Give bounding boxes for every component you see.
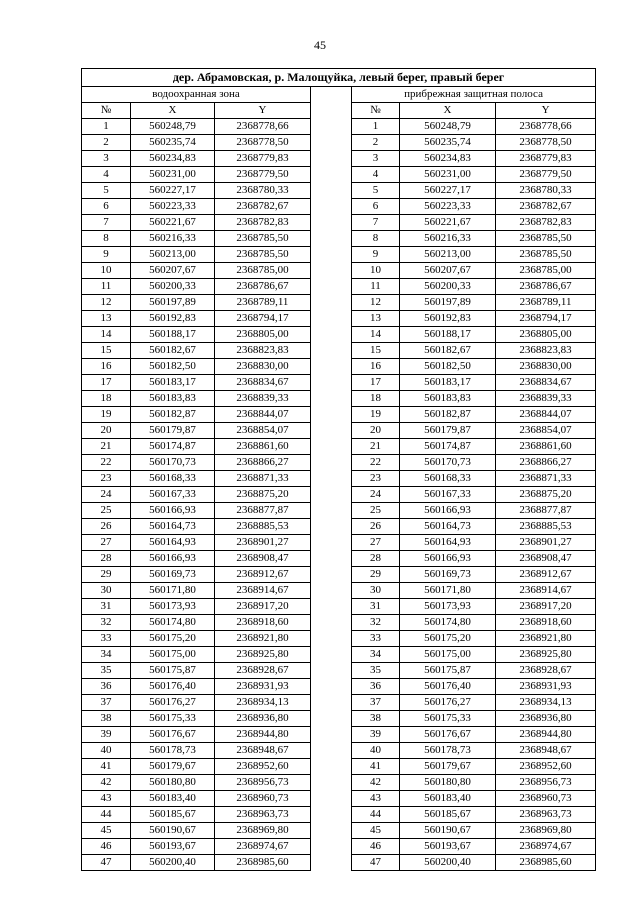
- left-cell-x: 560166,93: [131, 503, 215, 519]
- right-cell-y: 2368805,00: [496, 327, 596, 343]
- left-cell-x: 560188,17: [131, 327, 215, 343]
- right-cell-x: 560176,27: [400, 695, 496, 711]
- left-cell-number: 43: [82, 791, 131, 807]
- left-cell-x: 560182,67: [131, 343, 215, 359]
- left-cell-x: 560176,67: [131, 727, 215, 743]
- left-cell-number: 35: [82, 663, 131, 679]
- left-cell-x: 560192,83: [131, 311, 215, 327]
- left-cell-x: 560167,33: [131, 487, 215, 503]
- left-cell-x: 560207,67: [131, 263, 215, 279]
- right-cell-number: 44: [352, 807, 400, 823]
- right-cell-x: 560176,67: [400, 727, 496, 743]
- left-cell-x: 560234,83: [131, 151, 215, 167]
- right-cell-x: 560170,73: [400, 455, 496, 471]
- right-cell-number: 32: [352, 615, 400, 631]
- right-cell-y: 2368794,17: [496, 311, 596, 327]
- right-cell-number: 14: [352, 327, 400, 343]
- left-cell-x: 560179,87: [131, 423, 215, 439]
- left-section-header: водоохранная зона: [82, 87, 311, 103]
- right-cell-x: 560167,33: [400, 487, 496, 503]
- right-cell-y: 2368875,20: [496, 487, 596, 503]
- left-cell-y: 2368779,83: [215, 151, 311, 167]
- right-cell-y: 2368917,20: [496, 599, 596, 615]
- right-cell-y: 2368778,50: [496, 135, 596, 151]
- left-cell-y: 2368875,20: [215, 487, 311, 503]
- left-cell-x: 560235,74: [131, 135, 215, 151]
- left-cell-number: 38: [82, 711, 131, 727]
- right-cell-x: 560175,00: [400, 647, 496, 663]
- right-cell-x: 560179,67: [400, 759, 496, 775]
- right-cell-number: 11: [352, 279, 400, 295]
- right-cell-y: 2368785,50: [496, 231, 596, 247]
- left-cell-number: 29: [82, 567, 131, 583]
- left-cell-number: 39: [82, 727, 131, 743]
- left-cell-number: 30: [82, 583, 131, 599]
- page-number: 45: [314, 38, 326, 52]
- right-cell-x: 560168,33: [400, 471, 496, 487]
- left-cell-x: 560170,73: [131, 455, 215, 471]
- right-cell-number: 45: [352, 823, 400, 839]
- left-cell-y: 2368780,33: [215, 183, 311, 199]
- right-cell-number: 30: [352, 583, 400, 599]
- right-cell-number: 7: [352, 215, 400, 231]
- left-cell-y: 2368782,83: [215, 215, 311, 231]
- right-cell-x: 560183,40: [400, 791, 496, 807]
- right-cell-number: 36: [352, 679, 400, 695]
- right-cell-number: 39: [352, 727, 400, 743]
- right-cell-y: 2368928,67: [496, 663, 596, 679]
- left-cell-number: 8: [82, 231, 131, 247]
- left-cell-number: 26: [82, 519, 131, 535]
- right-cell-number: 22: [352, 455, 400, 471]
- left-header-y: Y: [215, 103, 311, 119]
- left-cell-x: 560213,00: [131, 247, 215, 263]
- right-cell-x: 560231,00: [400, 167, 496, 183]
- right-cell-number: 2: [352, 135, 400, 151]
- right-cell-y: 2368854,07: [496, 423, 596, 439]
- right-cell-y: 2368925,80: [496, 647, 596, 663]
- left-cell-y: 2368925,80: [215, 647, 311, 663]
- left-cell-y: 2368782,67: [215, 199, 311, 215]
- left-cell-number: 1: [82, 119, 131, 135]
- left-cell-number: 46: [82, 839, 131, 855]
- right-cell-x: 560216,33: [400, 231, 496, 247]
- right-cell-y: 2368944,80: [496, 727, 596, 743]
- left-cell-number: 12: [82, 295, 131, 311]
- left-cell-x: 560193,67: [131, 839, 215, 855]
- left-cell-y: 2368948,67: [215, 743, 311, 759]
- left-cell-y: 2368830,00: [215, 359, 311, 375]
- right-cell-x: 560174,87: [400, 439, 496, 455]
- left-cell-y: 2368985,60: [215, 855, 311, 871]
- right-cell-number: 15: [352, 343, 400, 359]
- left-cell-y: 2368936,80: [215, 711, 311, 727]
- right-cell-x: 560182,87: [400, 407, 496, 423]
- left-cell-number: 15: [82, 343, 131, 359]
- left-cell-x: 560168,33: [131, 471, 215, 487]
- right-cell-x: 560164,93: [400, 535, 496, 551]
- left-cell-y: 2368963,73: [215, 807, 311, 823]
- right-cell-y: 2368866,27: [496, 455, 596, 471]
- left-cell-number: 19: [82, 407, 131, 423]
- left-cell-y: 2368921,80: [215, 631, 311, 647]
- right-cell-y: 2368985,60: [496, 855, 596, 871]
- left-header-number: №: [82, 103, 131, 119]
- left-cell-x: 560183,17: [131, 375, 215, 391]
- left-cell-number: 18: [82, 391, 131, 407]
- right-cell-x: 560169,73: [400, 567, 496, 583]
- left-cell-number: 31: [82, 599, 131, 615]
- left-cell-y: 2368952,60: [215, 759, 311, 775]
- right-cell-number: 20: [352, 423, 400, 439]
- left-cell-number: 17: [82, 375, 131, 391]
- right-cell-x: 560185,67: [400, 807, 496, 823]
- right-header-x: X: [400, 103, 496, 119]
- left-cell-number: 24: [82, 487, 131, 503]
- right-cell-number: 26: [352, 519, 400, 535]
- left-cell-x: 560175,33: [131, 711, 215, 727]
- left-cell-number: 16: [82, 359, 131, 375]
- left-cell-y: 2368969,80: [215, 823, 311, 839]
- right-cell-x: 560182,50: [400, 359, 496, 375]
- left-cell-number: 37: [82, 695, 131, 711]
- right-cell-number: 1: [352, 119, 400, 135]
- right-cell-y: 2368901,27: [496, 535, 596, 551]
- right-cell-x: 560223,33: [400, 199, 496, 215]
- right-cell-number: 37: [352, 695, 400, 711]
- left-cell-y: 2368944,80: [215, 727, 311, 743]
- left-cell-number: 9: [82, 247, 131, 263]
- right-cell-x: 560200,40: [400, 855, 496, 871]
- right-cell-y: 2368963,73: [496, 807, 596, 823]
- left-cell-x: 560221,67: [131, 215, 215, 231]
- right-cell-x: 560221,67: [400, 215, 496, 231]
- left-cell-x: 560164,73: [131, 519, 215, 535]
- right-cell-x: 560171,80: [400, 583, 496, 599]
- left-cell-x: 560223,33: [131, 199, 215, 215]
- left-cell-x: 560164,93: [131, 535, 215, 551]
- right-cell-number: 21: [352, 439, 400, 455]
- right-cell-number: 18: [352, 391, 400, 407]
- right-cell-y: 2368931,93: [496, 679, 596, 695]
- left-cell-y: 2368834,67: [215, 375, 311, 391]
- right-cell-y: 2368969,80: [496, 823, 596, 839]
- right-cell-number: 31: [352, 599, 400, 615]
- right-cell-x: 560175,33: [400, 711, 496, 727]
- left-cell-x: 560200,33: [131, 279, 215, 295]
- left-cell-number: 45: [82, 823, 131, 839]
- right-cell-number: 38: [352, 711, 400, 727]
- right-cell-y: 2368785,00: [496, 263, 596, 279]
- left-cell-x: 560173,93: [131, 599, 215, 615]
- right-cell-x: 560180,80: [400, 775, 496, 791]
- right-cell-x: 560183,17: [400, 375, 496, 391]
- right-cell-x: 560183,83: [400, 391, 496, 407]
- right-cell-y: 2368952,60: [496, 759, 596, 775]
- left-cell-y: 2368779,50: [215, 167, 311, 183]
- left-cell-number: 2: [82, 135, 131, 151]
- left-cell-y: 2368786,67: [215, 279, 311, 295]
- right-cell-y: 2368780,33: [496, 183, 596, 199]
- right-cell-x: 560179,87: [400, 423, 496, 439]
- left-cell-y: 2368877,87: [215, 503, 311, 519]
- right-cell-y: 2368844,07: [496, 407, 596, 423]
- left-cell-x: 560179,67: [131, 759, 215, 775]
- right-cell-y: 2368785,50: [496, 247, 596, 263]
- left-cell-number: 28: [82, 551, 131, 567]
- left-cell-x: 560176,40: [131, 679, 215, 695]
- left-cell-y: 2368885,53: [215, 519, 311, 535]
- right-cell-y: 2368885,53: [496, 519, 596, 535]
- right-cell-x: 560213,00: [400, 247, 496, 263]
- left-cell-number: 3: [82, 151, 131, 167]
- right-cell-number: 10: [352, 263, 400, 279]
- right-cell-y: 2368778,66: [496, 119, 596, 135]
- left-cell-number: 25: [82, 503, 131, 519]
- right-cell-number: 12: [352, 295, 400, 311]
- left-cell-number: 27: [82, 535, 131, 551]
- right-cell-y: 2368830,00: [496, 359, 596, 375]
- left-cell-number: 13: [82, 311, 131, 327]
- left-cell-number: 32: [82, 615, 131, 631]
- left-cell-y: 2368914,67: [215, 583, 311, 599]
- left-cell-y: 2368839,33: [215, 391, 311, 407]
- left-cell-y: 2368861,60: [215, 439, 311, 455]
- left-cell-x: 560166,93: [131, 551, 215, 567]
- left-cell-x: 560176,27: [131, 695, 215, 711]
- left-cell-number: 34: [82, 647, 131, 663]
- left-cell-x: 560185,67: [131, 807, 215, 823]
- right-cell-number: 24: [352, 487, 400, 503]
- left-cell-number: 11: [82, 279, 131, 295]
- right-cell-number: 35: [352, 663, 400, 679]
- left-cell-y: 2368778,50: [215, 135, 311, 151]
- left-cell-x: 560216,33: [131, 231, 215, 247]
- left-cell-x: 560175,00: [131, 647, 215, 663]
- coordinates-table: [81, 68, 596, 871]
- right-cell-y: 2368823,83: [496, 343, 596, 359]
- left-cell-y: 2368785,50: [215, 231, 311, 247]
- right-cell-y: 2368936,80: [496, 711, 596, 727]
- right-cell-y: 2368861,60: [496, 439, 596, 455]
- left-cell-number: 42: [82, 775, 131, 791]
- left-cell-y: 2368901,27: [215, 535, 311, 551]
- left-cell-x: 560180,80: [131, 775, 215, 791]
- left-cell-y: 2368789,11: [215, 295, 311, 311]
- left-cell-number: 5: [82, 183, 131, 199]
- right-cell-y: 2368960,73: [496, 791, 596, 807]
- left-cell-y: 2368917,20: [215, 599, 311, 615]
- right-section-header: прибрежная защитная полоса: [352, 87, 596, 103]
- right-cell-number: 5: [352, 183, 400, 199]
- left-cell-y: 2368823,83: [215, 343, 311, 359]
- left-cell-number: 22: [82, 455, 131, 471]
- left-cell-number: 36: [82, 679, 131, 695]
- left-cell-number: 20: [82, 423, 131, 439]
- left-cell-y: 2368974,67: [215, 839, 311, 855]
- left-cell-x: 560171,80: [131, 583, 215, 599]
- right-cell-number: 28: [352, 551, 400, 567]
- left-cell-y: 2368931,93: [215, 679, 311, 695]
- right-cell-y: 2368877,87: [496, 503, 596, 519]
- right-cell-y: 2368956,73: [496, 775, 596, 791]
- right-cell-y: 2368934,13: [496, 695, 596, 711]
- right-cell-x: 560192,83: [400, 311, 496, 327]
- right-cell-y: 2368779,83: [496, 151, 596, 167]
- left-cell-y: 2368854,07: [215, 423, 311, 439]
- right-cell-y: 2368871,33: [496, 471, 596, 487]
- right-cell-y: 2368908,47: [496, 551, 596, 567]
- left-cell-y: 2368871,33: [215, 471, 311, 487]
- right-cell-number: 17: [352, 375, 400, 391]
- right-cell-y: 2368786,67: [496, 279, 596, 295]
- right-cell-number: 25: [352, 503, 400, 519]
- right-cell-number: 42: [352, 775, 400, 791]
- left-cell-y: 2368960,73: [215, 791, 311, 807]
- right-cell-x: 560166,93: [400, 551, 496, 567]
- right-cell-number: 19: [352, 407, 400, 423]
- left-cell-y: 2368794,17: [215, 311, 311, 327]
- right-cell-number: 13: [352, 311, 400, 327]
- right-cell-x: 560193,67: [400, 839, 496, 855]
- right-cell-number: 8: [352, 231, 400, 247]
- left-cell-number: 40: [82, 743, 131, 759]
- right-cell-number: 9: [352, 247, 400, 263]
- right-cell-y: 2368948,67: [496, 743, 596, 759]
- left-cell-x: 560182,87: [131, 407, 215, 423]
- right-header-y: Y: [496, 103, 596, 119]
- column-gap: [311, 87, 352, 871]
- left-cell-x: 560175,87: [131, 663, 215, 679]
- right-cell-number: 3: [352, 151, 400, 167]
- right-cell-x: 560178,73: [400, 743, 496, 759]
- right-cell-y: 2368789,11: [496, 295, 596, 311]
- right-cell-number: 6: [352, 199, 400, 215]
- left-cell-x: 560174,87: [131, 439, 215, 455]
- right-cell-number: 43: [352, 791, 400, 807]
- left-cell-y: 2368908,47: [215, 551, 311, 567]
- right-cell-x: 560227,17: [400, 183, 496, 199]
- right-cell-x: 560175,20: [400, 631, 496, 647]
- right-cell-x: 560197,89: [400, 295, 496, 311]
- right-cell-y: 2368918,60: [496, 615, 596, 631]
- right-cell-number: 34: [352, 647, 400, 663]
- right-cell-y: 2368834,67: [496, 375, 596, 391]
- left-cell-x: 560200,40: [131, 855, 215, 871]
- left-cell-x: 560175,20: [131, 631, 215, 647]
- right-cell-number: 46: [352, 839, 400, 855]
- left-cell-y: 2368785,50: [215, 247, 311, 263]
- left-cell-y: 2368956,73: [215, 775, 311, 791]
- right-cell-number: 40: [352, 743, 400, 759]
- right-cell-x: 560235,74: [400, 135, 496, 151]
- right-cell-number: 29: [352, 567, 400, 583]
- left-cell-y: 2368912,67: [215, 567, 311, 583]
- right-cell-y: 2368779,50: [496, 167, 596, 183]
- left-cell-number: 33: [82, 631, 131, 647]
- left-cell-x: 560169,73: [131, 567, 215, 583]
- right-cell-number: 33: [352, 631, 400, 647]
- right-cell-x: 560174,80: [400, 615, 496, 631]
- right-cell-x: 560175,87: [400, 663, 496, 679]
- right-cell-y: 2368782,67: [496, 199, 596, 215]
- right-cell-number: 47: [352, 855, 400, 871]
- left-cell-x: 560197,89: [131, 295, 215, 311]
- right-cell-x: 560173,93: [400, 599, 496, 615]
- right-cell-x: 560207,67: [400, 263, 496, 279]
- left-cell-number: 44: [82, 807, 131, 823]
- right-cell-number: 4: [352, 167, 400, 183]
- right-cell-x: 560166,93: [400, 503, 496, 519]
- right-cell-x: 560234,83: [400, 151, 496, 167]
- right-cell-y: 2368921,80: [496, 631, 596, 647]
- right-cell-number: 16: [352, 359, 400, 375]
- left-cell-number: 41: [82, 759, 131, 775]
- right-cell-x: 560164,73: [400, 519, 496, 535]
- left-cell-y: 2368918,60: [215, 615, 311, 631]
- left-cell-y: 2368844,07: [215, 407, 311, 423]
- right-cell-x: 560248,79: [400, 119, 496, 135]
- left-cell-y: 2368928,67: [215, 663, 311, 679]
- left-cell-x: 560174,80: [131, 615, 215, 631]
- right-cell-y: 2368839,33: [496, 391, 596, 407]
- right-cell-y: 2368914,67: [496, 583, 596, 599]
- left-cell-y: 2368778,66: [215, 119, 311, 135]
- left-cell-x: 560182,50: [131, 359, 215, 375]
- left-cell-x: 560190,67: [131, 823, 215, 839]
- right-header-number: №: [352, 103, 400, 119]
- right-cell-x: 560190,67: [400, 823, 496, 839]
- left-cell-number: 47: [82, 855, 131, 871]
- right-cell-x: 560182,67: [400, 343, 496, 359]
- table-title: дер. Абрамовская, р. Малощуйка, левый берег, правый берег: [82, 69, 596, 87]
- right-cell-number: 23: [352, 471, 400, 487]
- left-cell-x: 560178,73: [131, 743, 215, 759]
- left-cell-x: 560183,83: [131, 391, 215, 407]
- right-cell-y: 2368974,67: [496, 839, 596, 855]
- right-cell-number: 41: [352, 759, 400, 775]
- left-cell-x: 560231,00: [131, 167, 215, 183]
- right-cell-y: 2368912,67: [496, 567, 596, 583]
- right-cell-number: 27: [352, 535, 400, 551]
- left-cell-x: 560227,17: [131, 183, 215, 199]
- left-cell-y: 2368805,00: [215, 327, 311, 343]
- left-cell-number: 10: [82, 263, 131, 279]
- left-cell-y: 2368866,27: [215, 455, 311, 471]
- right-cell-y: 2368782,83: [496, 215, 596, 231]
- right-cell-x: 560176,40: [400, 679, 496, 695]
- left-cell-x: 560183,40: [131, 791, 215, 807]
- left-cell-number: 21: [82, 439, 131, 455]
- left-header-x: X: [131, 103, 215, 119]
- right-cell-x: 560200,33: [400, 279, 496, 295]
- left-cell-x: 560248,79: [131, 119, 215, 135]
- right-cell-x: 560188,17: [400, 327, 496, 343]
- left-cell-number: 7: [82, 215, 131, 231]
- left-cell-y: 2368785,00: [215, 263, 311, 279]
- left-cell-number: 4: [82, 167, 131, 183]
- left-cell-number: 6: [82, 199, 131, 215]
- left-cell-number: 23: [82, 471, 131, 487]
- left-cell-y: 2368934,13: [215, 695, 311, 711]
- left-cell-number: 14: [82, 327, 131, 343]
